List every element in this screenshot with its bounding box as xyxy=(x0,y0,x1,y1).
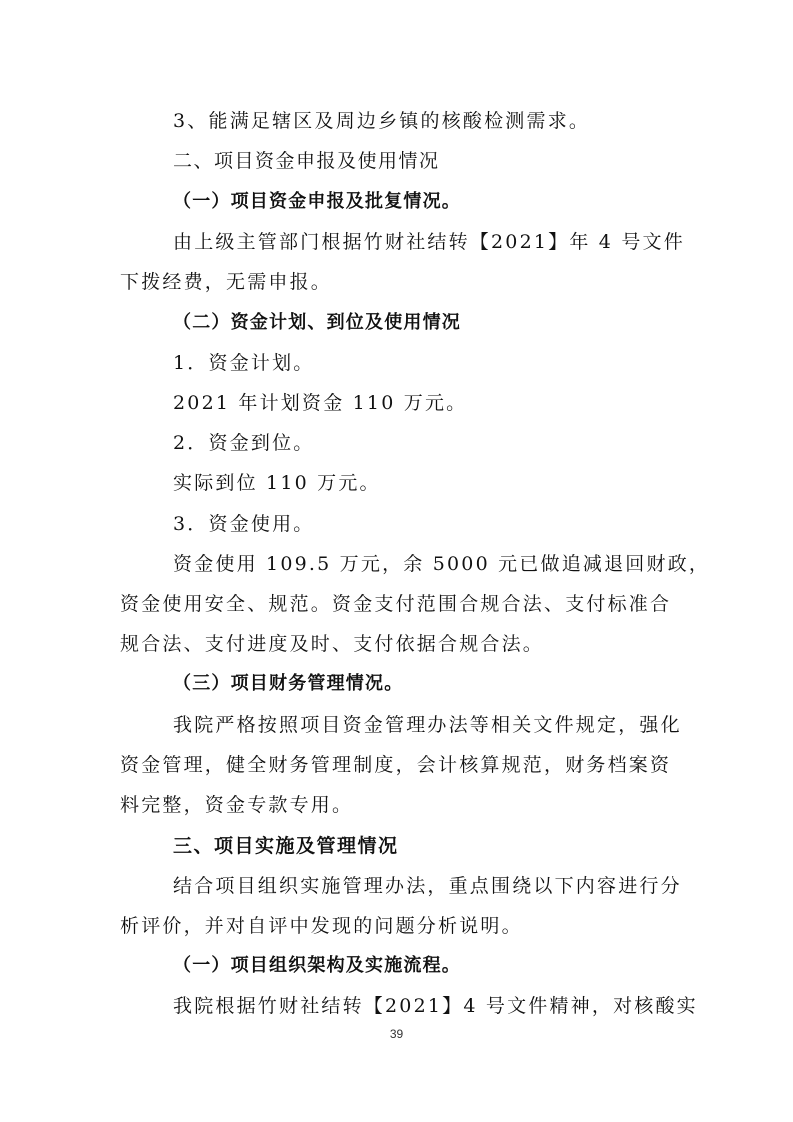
paragraph-finance-line-3: 料完整，资金专款专用。 xyxy=(120,794,354,816)
subsection-2-1-heading: （一）项目资金申报及批复情况。 xyxy=(173,191,461,212)
list-item-1-heading: 1．资金计划。 xyxy=(173,352,315,374)
subsection-3-1-heading: （一）项目组织架构及实施流程。 xyxy=(173,955,461,976)
list-item-3-heading: 3．资金使用。 xyxy=(173,513,315,535)
requirement-item-3: 3、能满足辖区及周边乡镇的核酸检测需求。 xyxy=(173,110,591,132)
paragraph-3-line-1: 结合项目组织实施管理办法，重点围绕以下内容进行分 xyxy=(173,875,682,897)
section-2-heading: 二、项目资金申报及使用情况 xyxy=(173,150,440,172)
paragraph-3-1-line-1: 我院根据竹财社结转【2021】4 号文件精神，对核酸实 xyxy=(173,995,698,1017)
paragraph-finance-line-1: 我院严格按照项目资金管理办法等相关文件规定，强化 xyxy=(173,714,682,736)
list-item-2-text: 实际到位 110 万元。 xyxy=(173,472,381,494)
paragraph-use-line-3: 规合法、支付进度及时、支付依据合规合法。 xyxy=(120,633,545,655)
paragraph-use-line-1: 资金使用 109.5 万元，余 5000 元已做追减退回财政， xyxy=(173,553,711,575)
paragraph-finance-line-2: 资金管理，健全财务管理制度，会计核算规范，财务档案资 xyxy=(120,754,672,776)
list-item-1-text: 2021 年计划资金 110 万元。 xyxy=(173,392,468,414)
section-3-heading: 三、项目实施及管理情况 xyxy=(173,835,399,857)
paragraph-2-1-line-1: 由上级主管部门根据竹财社结转【2021】年 4 号文件 xyxy=(173,231,685,253)
list-item-2-heading: 2．资金到位。 xyxy=(173,432,315,454)
subsection-2-3-heading: （三）项目财务管理情况。 xyxy=(173,673,404,694)
paragraph-use-line-2: 资金使用安全、规范。资金支付范围合规合法、支付标准合 xyxy=(120,593,672,615)
paragraph-3-line-2: 析评价，并对自评中发现的问题分析说明。 xyxy=(120,915,523,937)
page-number: 39 xyxy=(389,1027,404,1041)
subsection-2-2-heading: （二）资金计划、到位及使用情况 xyxy=(173,312,461,333)
paragraph-2-1-line-2: 下拨经费，无需申报。 xyxy=(120,271,333,293)
